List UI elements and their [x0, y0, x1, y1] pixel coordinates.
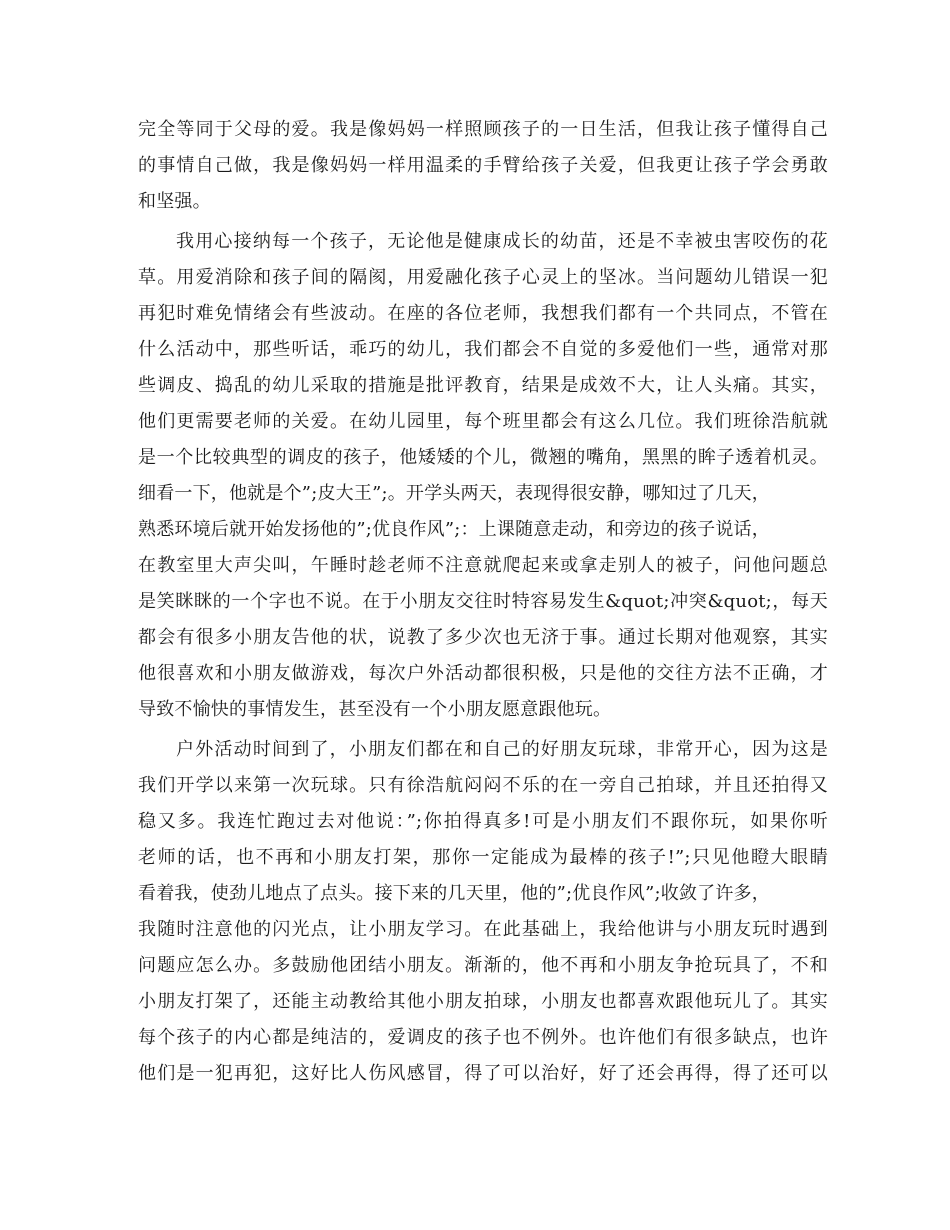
text-line: 老师的话，也不再和小朋友打架，那你一定能成为最棒的孩子!”;只见他瞪大眼睛 [138, 847, 828, 868]
text-line: 我随时注意他的闪光点，让小朋友学习。在此基础上，我给他讲与小朋友玩时遇到 [138, 919, 828, 940]
paragraph-2 [138, 224, 828, 728]
text-line: 都会有很多小朋友告他的状，说教了多少次也无济于事。通过长期对他观察，其实 [138, 627, 828, 648]
text-line: 每个孩子的内心都是纯洁的，爱调皮的孩子也不例外。也许他们有很多缺点，也许 [138, 1027, 828, 1048]
text-line: 熟悉环境后就开始发扬他的”;优良作风”;：上课随意走动，和旁边的孩子说话， [138, 519, 770, 540]
paragraph-1 [138, 112, 828, 220]
text-line: 他很喜欢和小朋友做游戏，每次户外活动都很积极，只是他的交往方法不正确，才 [138, 663, 828, 684]
text-line: 我用心接纳每一个孩子，无论他是健康成长的幼苗，还是不幸被虫害咬伤的花 [176, 231, 828, 252]
text-line: 他们更需要老师的关爱。在幼儿园里，每个班里都会有这么几位。我们班徐浩航就 [138, 411, 828, 432]
text-line: 我们开学以来第一次玩球。只有徐浩航闷闷不乐的在一旁自己拍球，并且还拍得又 [138, 775, 828, 796]
text-line: 细看一下，他就是个”;皮大王”;。开学头两天，表现得很安静，哪知过了几天， [138, 483, 770, 504]
text-line: 些调皮、捣乱的幼儿采取的措施是批评教育，结果是成效不大，让人头痛。其实， [138, 375, 828, 396]
text-line: 稳又多。我连忙跑过去对他说：”;你拍得真多!可是小朋友们不跟你玩，如果你听 [138, 811, 828, 832]
text-line: 再犯时难免情绪会有些波动。在座的各位老师，我想我们都有一个共同点，不管在 [138, 303, 828, 324]
text-line: 他们是一犯再犯，这好比人伤风感冒，得了可以治好，好了还会再得，得了还可以 [138, 1063, 828, 1084]
text-line: 完全等同于父母的爱。我是像妈妈一样照顾孩子的一日生活，但我让孩子懂得自己 [138, 119, 828, 140]
text-line: 什么活动中，那些听话，乖巧的幼儿，我们都会不自觉的多爱他们一些，通常对那 [138, 339, 828, 360]
text-line: 小朋友打架了，还能主动教给其他小朋友拍球，小朋友也都喜欢跟他玩儿了。其实 [138, 991, 828, 1012]
text-line: 的事情自己做，我是像妈妈一样用温柔的手臂给孩子关爱，但我更让孩子学会勇敢 [138, 155, 828, 176]
text-line: 在教室里大声尖叫，午睡时趁老师不注意就爬起来或拿走别人的被子，问他问题总 [138, 555, 828, 576]
text-line: 和坚强。 [138, 191, 211, 212]
text-line: 是一个比较典型的调皮的孩子，他矮矮的个儿，微翘的嘴角，黑黑的眸子透着机灵。 [138, 447, 828, 468]
text-line: 导致不愉快的事情发生，甚至没有一个小朋友愿意跟他玩。 [138, 699, 612, 720]
text-line: 看着我，使劲儿地点了点头。接下来的几天里，他的”;优良作风”;收敛了许多， [138, 883, 770, 904]
text-line: 草。用爱消除和孩子间的隔阂，用爱融化孩子心灵上的坚冰。当问题幼儿错误一犯 [138, 267, 828, 288]
paragraph-3 [138, 732, 828, 1092]
text-line: 是笑眯眯的一个字也不说。在于小朋友交往时特容易发生&quot;冲突&quot;，每天 [138, 591, 828, 612]
text-line: 户外活动时间到了，小朋友们都在和自己的好朋友玩球，非常开心，因为这是 [176, 739, 828, 760]
body-text [138, 112, 828, 1092]
text-line: 问题应怎么办。多鼓励他团结小朋友。渐渐的，他不再和小朋友争抢玩具了，不和 [138, 955, 828, 976]
